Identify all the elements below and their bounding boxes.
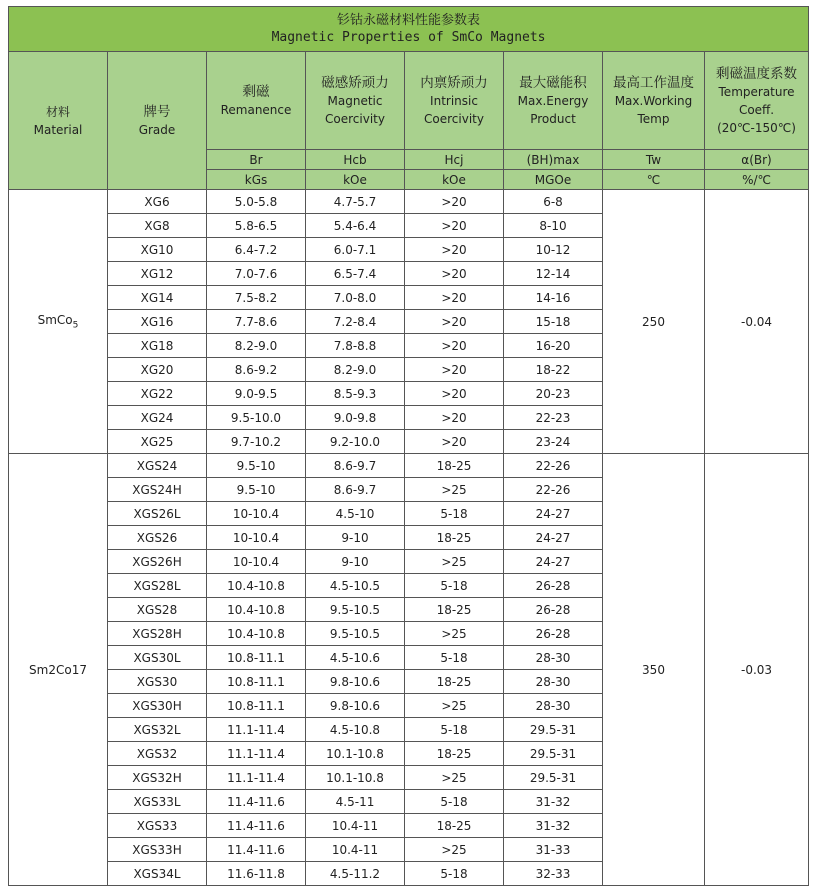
unit-alpha: %/℃: [705, 170, 809, 190]
material-cell: Sm2Co17: [9, 454, 108, 886]
hcj-cell: 18-25: [405, 454, 504, 478]
hcb-cell: 10.1-10.8: [306, 766, 405, 790]
hcj-cell: >25: [405, 478, 504, 502]
table-row: [9, 190, 809, 214]
br-cell: 9.7-10.2: [207, 430, 306, 454]
hcj-cell: >20: [405, 286, 504, 310]
br-cell: 10.4-10.8: [207, 622, 306, 646]
grade-cell: XGS30: [108, 670, 207, 694]
bhmax-cell: 14-16: [504, 286, 603, 310]
symbol-tw: Tw: [603, 150, 705, 170]
grade-cell: XG8: [108, 214, 207, 238]
grade-cell: XG6: [108, 190, 207, 214]
bhmax-cell: 31-33: [504, 838, 603, 862]
hcj-cell: 5-18: [405, 790, 504, 814]
br-cell: 9.5-10: [207, 478, 306, 502]
bhmax-cell: 31-32: [504, 790, 603, 814]
hcb-cell: 4.5-10.8: [306, 718, 405, 742]
grade-cell: XGS33L: [108, 790, 207, 814]
unit-hcj: kOe: [405, 170, 504, 190]
br-cell: 10-10.4: [207, 550, 306, 574]
br-cell: 9.0-9.5: [207, 382, 306, 406]
hcb-cell: 6.5-7.4: [306, 262, 405, 286]
hcb-cell: 9.2-10.0: [306, 430, 405, 454]
bhmax-cell: 22-26: [504, 478, 603, 502]
bhmax-cell: 22-23: [504, 406, 603, 430]
table-row: [9, 454, 809, 478]
bhmax-cell: 28-30: [504, 670, 603, 694]
bhmax-cell: 18-22: [504, 358, 603, 382]
hcj-cell: >20: [405, 190, 504, 214]
hcj-cell: 5-18: [405, 718, 504, 742]
bhmax-cell: 6-8: [504, 190, 603, 214]
grade-cell: XGS28L: [108, 574, 207, 598]
hcb-cell: 8.5-9.3: [306, 382, 405, 406]
br-cell: 11.4-11.6: [207, 814, 306, 838]
br-cell: 10.4-10.8: [207, 598, 306, 622]
hcb-cell: 4.7-5.7: [306, 190, 405, 214]
properties-table: [8, 6, 809, 886]
header-material: 材料 Material: [9, 52, 108, 190]
hcj-cell: 5-18: [405, 646, 504, 670]
bhmax-cell: 24-27: [504, 526, 603, 550]
hcj-cell: >20: [405, 406, 504, 430]
hcb-cell: 9.5-10.5: [306, 622, 405, 646]
bhmax-cell: 29.5-31: [504, 742, 603, 766]
bhmax-cell: 10-12: [504, 238, 603, 262]
hcb-cell: 9.5-10.5: [306, 598, 405, 622]
hcj-cell: 5-18: [405, 574, 504, 598]
symbol-bhmax: (BH)max: [504, 150, 603, 170]
hcb-cell: 4.5-10.6: [306, 646, 405, 670]
hcj-cell: >20: [405, 238, 504, 262]
grade-cell: XGS34L: [108, 862, 207, 886]
header-tw: 最高工作温度 Max.Working Temp: [603, 52, 705, 150]
symbol-hcj: Hcj: [405, 150, 504, 170]
hcb-cell: 7.2-8.4: [306, 310, 405, 334]
br-cell: 11.4-11.6: [207, 790, 306, 814]
hcj-cell: 5-18: [405, 502, 504, 526]
hcb-cell: 9.8-10.6: [306, 670, 405, 694]
header-hcb: 磁感矫顽力 Magnetic Coercivity: [306, 52, 405, 150]
grade-cell: XGS28H: [108, 622, 207, 646]
grade-cell: XG12: [108, 262, 207, 286]
hcb-cell: 4.5-10.5: [306, 574, 405, 598]
grade-cell: XG24: [108, 406, 207, 430]
br-cell: 10.8-11.1: [207, 646, 306, 670]
grade-cell: XGS24: [108, 454, 207, 478]
hcb-cell: 9-10: [306, 526, 405, 550]
unit-bhmax: MGOe: [504, 170, 603, 190]
hcb-cell: 4.5-11: [306, 790, 405, 814]
bhmax-cell: 24-27: [504, 550, 603, 574]
hcb-cell: 9-10: [306, 550, 405, 574]
symbol-alpha: α(Br): [705, 150, 809, 170]
bhmax-cell: 20-23: [504, 382, 603, 406]
hcj-cell: >25: [405, 838, 504, 862]
br-cell: 10.8-11.1: [207, 694, 306, 718]
hcj-cell: >25: [405, 766, 504, 790]
hcj-cell: >25: [405, 694, 504, 718]
bhmax-cell: 31-32: [504, 814, 603, 838]
hcj-cell: >20: [405, 382, 504, 406]
grade-cell: XGS28: [108, 598, 207, 622]
hcj-cell: >20: [405, 334, 504, 358]
grade-cell: XGS24H: [108, 478, 207, 502]
bhmax-cell: 26-28: [504, 622, 603, 646]
hcj-cell: 5-18: [405, 862, 504, 886]
br-cell: 11.4-11.6: [207, 838, 306, 862]
bhmax-cell: 29.5-31: [504, 766, 603, 790]
br-cell: 11.1-11.4: [207, 766, 306, 790]
hcj-cell: >20: [405, 310, 504, 334]
grade-cell: XG16: [108, 310, 207, 334]
hcb-cell: 5.4-6.4: [306, 214, 405, 238]
title-zh: 钐钴永磁材料性能参数表: [337, 13, 481, 28]
br-cell: 11.1-11.4: [207, 718, 306, 742]
grade-cell: XGS32: [108, 742, 207, 766]
bhmax-cell: 28-30: [504, 694, 603, 718]
br-cell: 10.4-10.8: [207, 574, 306, 598]
grade-cell: XGS26H: [108, 550, 207, 574]
unit-tw: ℃: [603, 170, 705, 190]
hcb-cell: 10.4-11: [306, 838, 405, 862]
header-grade: 牌号 Grade: [108, 52, 207, 190]
hcj-cell: >20: [405, 214, 504, 238]
bhmax-cell: 12-14: [504, 262, 603, 286]
symbol-hcb: Hcb: [306, 150, 405, 170]
bhmax-cell: 23-24: [504, 430, 603, 454]
br-cell: 7.0-7.6: [207, 262, 306, 286]
br-cell: 8.6-9.2: [207, 358, 306, 382]
br-cell: 9.5-10: [207, 454, 306, 478]
hcb-cell: 10.4-11: [306, 814, 405, 838]
br-cell: 10-10.4: [207, 526, 306, 550]
tw-cell: 250: [603, 190, 705, 454]
grade-cell: XGS32H: [108, 766, 207, 790]
hcb-cell: 7.0-8.0: [306, 286, 405, 310]
grade-cell: XGS32L: [108, 718, 207, 742]
grade-cell: XGS33: [108, 814, 207, 838]
grade-cell: XGS26: [108, 526, 207, 550]
grade-cell: XGS26L: [108, 502, 207, 526]
br-cell: 7.7-8.6: [207, 310, 306, 334]
header-bhmax: 最大磁能积 Max.Energy Product: [504, 52, 603, 150]
grade-cell: XGS30L: [108, 646, 207, 670]
title-en: Magnetic Properties of SmCo Magnets: [271, 30, 546, 45]
br-cell: 5.0-5.8: [207, 190, 306, 214]
hcb-cell: 4.5-11.2: [306, 862, 405, 886]
hcb-cell: 9.0-9.8: [306, 406, 405, 430]
br-cell: 7.5-8.2: [207, 286, 306, 310]
grade-cell: XG20: [108, 358, 207, 382]
hcj-cell: >25: [405, 622, 504, 646]
bhmax-cell: 32-33: [504, 862, 603, 886]
bhmax-cell: 26-28: [504, 598, 603, 622]
hcb-cell: 8.6-9.7: [306, 454, 405, 478]
table-title: [9, 7, 809, 52]
tw-cell: 350: [603, 454, 705, 886]
grade-cell: XG25: [108, 430, 207, 454]
unit-hcb: kOe: [306, 170, 405, 190]
hcb-cell: 10.1-10.8: [306, 742, 405, 766]
hcj-cell: 18-25: [405, 526, 504, 550]
bhmax-cell: 28-30: [504, 646, 603, 670]
header-alpha: 剩磁温度系数 Temperature Coeff. (20℃-150℃): [705, 52, 809, 150]
grade-cell: XG22: [108, 382, 207, 406]
hcb-cell: 9.8-10.6: [306, 694, 405, 718]
br-cell: 9.5-10.0: [207, 406, 306, 430]
bhmax-cell: 16-20: [504, 334, 603, 358]
br-cell: 8.2-9.0: [207, 334, 306, 358]
hcb-cell: 7.8-8.8: [306, 334, 405, 358]
hcj-cell: 18-25: [405, 814, 504, 838]
bhmax-cell: 29.5-31: [504, 718, 603, 742]
hcj-cell: 18-25: [405, 598, 504, 622]
grade-cell: XG18: [108, 334, 207, 358]
grade-cell: XGS30H: [108, 694, 207, 718]
hcj-cell: >20: [405, 262, 504, 286]
bhmax-cell: 24-27: [504, 502, 603, 526]
hcj-cell: 18-25: [405, 742, 504, 766]
alpha-cell: -0.03: [705, 454, 809, 886]
header-hcj: 内禀矫顽力 Intrinsic Coercivity: [405, 52, 504, 150]
symbol-br: Br: [207, 150, 306, 170]
hcb-cell: 6.0-7.1: [306, 238, 405, 262]
grade-cell: XGS33H: [108, 838, 207, 862]
header-br: 剩磁 Remanence: [207, 52, 306, 150]
bhmax-cell: 22-26: [504, 454, 603, 478]
alpha-cell: -0.04: [705, 190, 809, 454]
hcj-cell: >20: [405, 358, 504, 382]
br-cell: 5.8-6.5: [207, 214, 306, 238]
br-cell: 10-10.4: [207, 502, 306, 526]
material-cell: SmCo$_5$: [9, 190, 108, 454]
br-cell: 11.1-11.4: [207, 742, 306, 766]
hcb-cell: 4.5-10: [306, 502, 405, 526]
bhmax-cell: 8-10: [504, 214, 603, 238]
br-cell: 10.8-11.1: [207, 670, 306, 694]
unit-br: kGs: [207, 170, 306, 190]
hcj-cell: >20: [405, 430, 504, 454]
bhmax-cell: 26-28: [504, 574, 603, 598]
hcb-cell: 8.2-9.0: [306, 358, 405, 382]
br-cell: 6.4-7.2: [207, 238, 306, 262]
br-cell: 11.6-11.8: [207, 862, 306, 886]
hcj-cell: >25: [405, 550, 504, 574]
hcb-cell: 8.6-9.7: [306, 478, 405, 502]
grade-cell: XG14: [108, 286, 207, 310]
bhmax-cell: 15-18: [504, 310, 603, 334]
hcj-cell: 18-25: [405, 670, 504, 694]
grade-cell: XG10: [108, 238, 207, 262]
